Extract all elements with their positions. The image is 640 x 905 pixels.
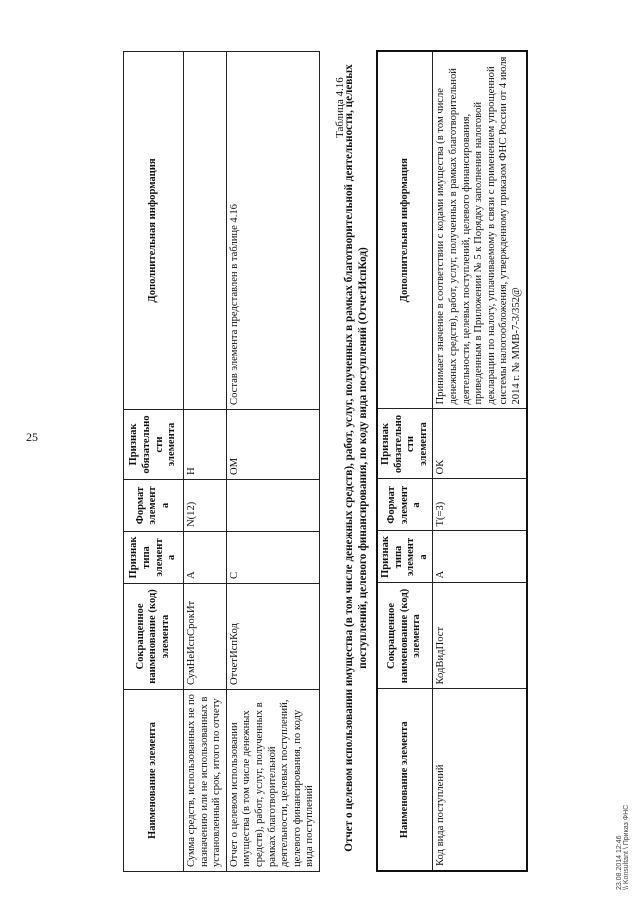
header-mandatory: Признак обязательности элемента: [377, 409, 433, 479]
stamp-date: 23.08.2014 12:46: [616, 835, 623, 890]
cell-type: С: [226, 532, 319, 584]
table-row: [226, 52, 319, 872]
cell-type: А: [184, 532, 227, 584]
cell-type: А: [433, 531, 527, 583]
cell-mandatory: ОМ: [226, 410, 319, 480]
cell-format: N(12): [184, 480, 227, 532]
cell-mandatory: ОК: [433, 409, 527, 479]
cell-additional-info: Состав элемента представлен в таблице 4.16: [226, 52, 319, 410]
cell-format: [226, 480, 319, 532]
cell-format: Т(=3): [433, 479, 527, 531]
header-type: Признак типа элемента: [124, 532, 184, 584]
header-element-name: Наименование элемента: [124, 690, 184, 872]
table-label: Таблица 4.16: [334, 77, 346, 138]
cell-element-name: Код вида поступлений: [433, 689, 527, 871]
header-additional-info: Дополнительная информация: [124, 52, 184, 410]
header-format: Формат элемента: [377, 479, 433, 531]
header-type: Признак типа элемента: [377, 531, 433, 583]
elements-table-top: [123, 51, 320, 872]
page-number: 25: [26, 430, 38, 444]
header-format: Формат элемента: [124, 480, 184, 532]
cell-element-name: Отчет о целевом использовании имущества (в том числе денежных средств), работ, услуг, полученных в рамках благотворительной деятельности, целевых поступлений, целевого финансирования, по коду вида поступлений: [226, 690, 319, 872]
cell-short-name: КодВидПост: [433, 583, 527, 689]
elements-table-bottom: [376, 50, 528, 872]
header-short-name: Сокращенное наименование (код) элемента: [377, 583, 433, 689]
cell-additional-info: [184, 52, 227, 410]
cell-short-name: СумНеИспСрокИт: [184, 584, 227, 690]
cell-additional-info: Принимает значение в соответствии с кодами имущества (в том числе денежных средств), работ, услуг, полученных в рамках благотворительной деятельности, целевых поступлений, целевого финансирования, приведенным в Приложении № 5 к Порядку заполнения налоговой декларации по налогу, уплачиваемому в связи с применением упрощенной системы налогообложения, утвержденному приказом ФНС России от 4 июля 2014 г. № ММВ-7-3/352@: [433, 51, 527, 409]
header-row: [377, 51, 433, 871]
table-row: [184, 52, 227, 872]
cell-short-name: ОтчетИспКод: [226, 584, 319, 690]
stamp-path: \\ Konsultant \ Приказ ФНС: [623, 804, 630, 890]
table-row: [433, 51, 527, 871]
header-additional-info: Дополнительная информация: [377, 51, 433, 409]
header-element-name: Наименование элемента: [377, 689, 433, 871]
table-caption: Отчет о целевом использовании имущества (в том числе денежных средств), работ, услуг, полученных в рамках благотворительной деятельности, целевых поступлений, целевого финансирования, по коду вида поступлений (ОтчетИспКод): [343, 64, 369, 852]
header-short-name: Сокращенное наименование (код) элемента: [124, 584, 184, 690]
cell-element-name: Сумма средств, использованных не по назначению или не использованных в установленный срок, итого по отчету: [184, 690, 227, 872]
header-mandatory: Признак обязательности элемента: [124, 410, 184, 480]
cell-mandatory: Н: [184, 410, 227, 480]
header-row: [124, 52, 184, 872]
print-stamp: [616, 805, 630, 890]
